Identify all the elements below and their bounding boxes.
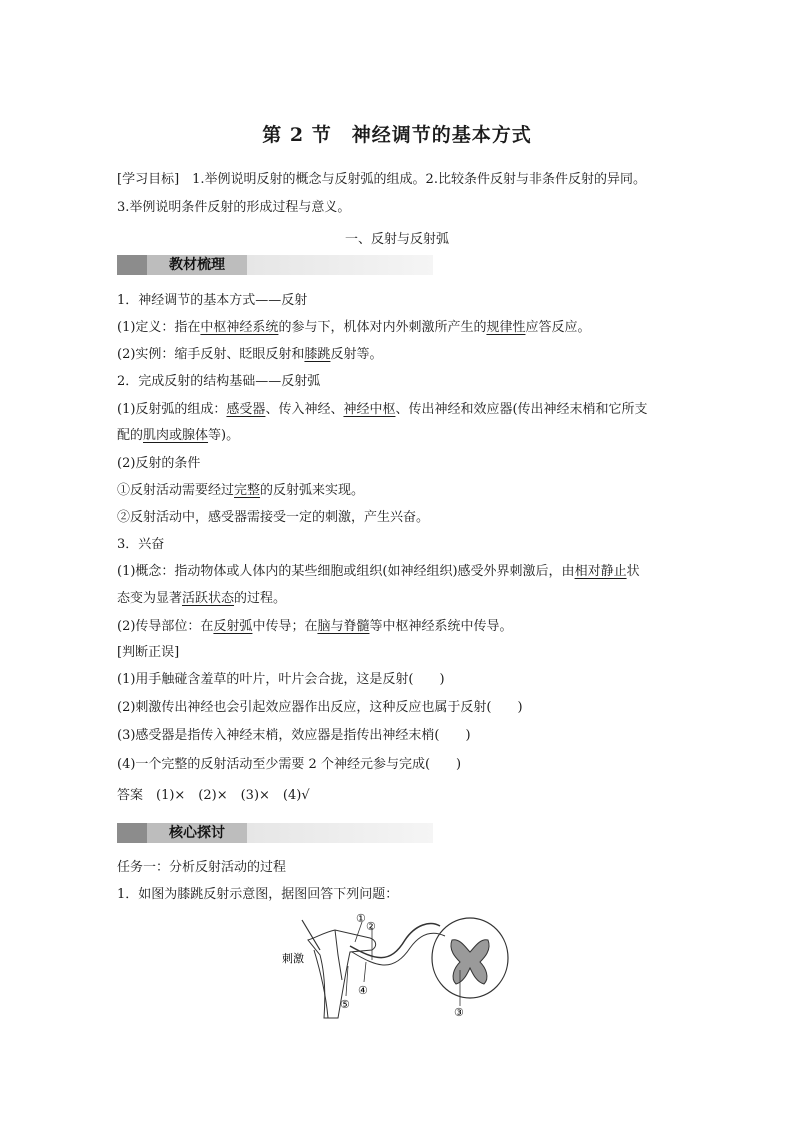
paragraph [117, 318, 590, 338]
question-1: 1．如图为膝跳反射示意图，据图回答下列问题： [117, 887, 399, 902]
paragraph: 3．兴奋 [117, 537, 165, 552]
paragraph [117, 589, 286, 609]
text: 反射等。 [330, 347, 383, 362]
paragraph: 2．完成反射的结构基础——反射弧 [117, 374, 321, 389]
label-3: ③ [454, 1006, 464, 1019]
section-heading: 一、反射与反射弧 [344, 232, 449, 247]
judge-item-3: (3)感受器是指传入神经末梢，效应器是指传出神经末梢( ) [117, 728, 471, 743]
judge-item-1: (1)用手触碰含羞草的叶片，叶片会合拢，这是反射( ) [117, 672, 445, 687]
text: (1)概念：指动物体或人体内的某些细胞或组织(如神经组织)感受外界刺激后，由 [117, 564, 575, 579]
text: 态变为显著 [117, 591, 183, 606]
learning-objectives-line-2: 3.举例说明条件反射的形成过程与意义。 [117, 200, 351, 215]
judge-item-4: (4)一个完整的反射活动至少需要 2 个神经元参与完成( ) [117, 757, 462, 772]
underlined-term: 活跃状态 [182, 591, 235, 606]
femur-line [335, 930, 342, 980]
paragraph [117, 562, 640, 582]
text: 等)。 [208, 428, 240, 443]
underlined-term: 脑与脊髓 [317, 619, 370, 634]
text: (1)反射弧的组成： [117, 402, 227, 417]
task-heading: 任务一：分析反射活动的过程 [117, 860, 287, 875]
page-title: 第 2 节 神经调节的基本方式 [262, 124, 532, 146]
text: 等中枢神经系统中传导。 [369, 619, 513, 634]
paragraph: 1．神经调节的基本方式——反射 [117, 293, 308, 308]
pointer-line [355, 922, 362, 942]
paragraph: ②反射活动中，感受器需接受一定的刺激，产生兴奋。 [117, 510, 430, 525]
label-4: ④ [358, 984, 368, 997]
underlined-term: 中枢神经系统 [200, 320, 279, 335]
underlined-term: 膝跳 [304, 347, 331, 362]
text: 、传出神经和效应器(传出神经末梢和它所支 [395, 402, 648, 417]
text: 的参与下，机体对内外刺激所产生的 [278, 320, 487, 335]
gray-matter [451, 940, 489, 984]
judge-item-2: (2)刺激传出神经也会引起效应器作出反应，这种反应也属于反射( ) [117, 700, 523, 715]
hammer [302, 920, 320, 950]
underlined-term: 感受器 [226, 402, 266, 417]
text: 状 [626, 564, 640, 579]
band-label: 核心探讨 [169, 825, 225, 841]
knee-jerk-reflex-diagram [280, 910, 510, 1025]
text: 应答反应。 [525, 320, 591, 335]
paragraph: (2)反射的条件 [117, 456, 201, 471]
text: (2)实例：缩手反射、眨眼反射和 [117, 347, 305, 362]
paragraph [117, 617, 512, 637]
band-label: 教材梳理 [169, 257, 225, 273]
text: 、传入神经、 [265, 402, 344, 417]
text: (2)传导部位：在 [117, 619, 214, 634]
text: 的过程。 [234, 591, 287, 606]
underlined-term: 反射弧 [213, 619, 253, 634]
text: (1)定义：指在 [117, 320, 201, 335]
label-2: ② [366, 920, 376, 933]
pointer-line [364, 962, 366, 982]
paragraph [117, 481, 364, 501]
label-1: ① [356, 912, 366, 925]
text: 中传导；在 [252, 619, 318, 634]
text: ①反射活动需要经过 [117, 483, 235, 498]
judge-heading: [判断正误] [117, 645, 180, 660]
paragraph [117, 426, 239, 446]
underlined-term: 相对静止 [574, 564, 627, 579]
underlined-term: 肌肉或腺体 [143, 428, 209, 443]
underlined-term: 神经中枢 [343, 402, 396, 417]
text: 的反射弧来实现。 [260, 483, 365, 498]
label-5: ⑤ [340, 998, 350, 1011]
answer-line: 答案 (1)× (2)× (3)× (4)√ [117, 788, 310, 803]
section-band-core [117, 823, 433, 843]
section-band-textbook [117, 255, 433, 275]
underlined-term: 完整 [234, 483, 261, 498]
underlined-term: 规律性 [486, 320, 526, 335]
paragraph [117, 345, 382, 365]
text: 配的 [117, 428, 144, 443]
afferent-nerve [350, 924, 440, 958]
learning-objectives-line-1: [学习目标] 1.举例说明反射的概念与反射弧的组成。2.比较条件反射与非条件反射的异同。 [117, 172, 646, 187]
stimulus-label: 刺激 [282, 952, 304, 965]
paragraph [117, 400, 648, 420]
